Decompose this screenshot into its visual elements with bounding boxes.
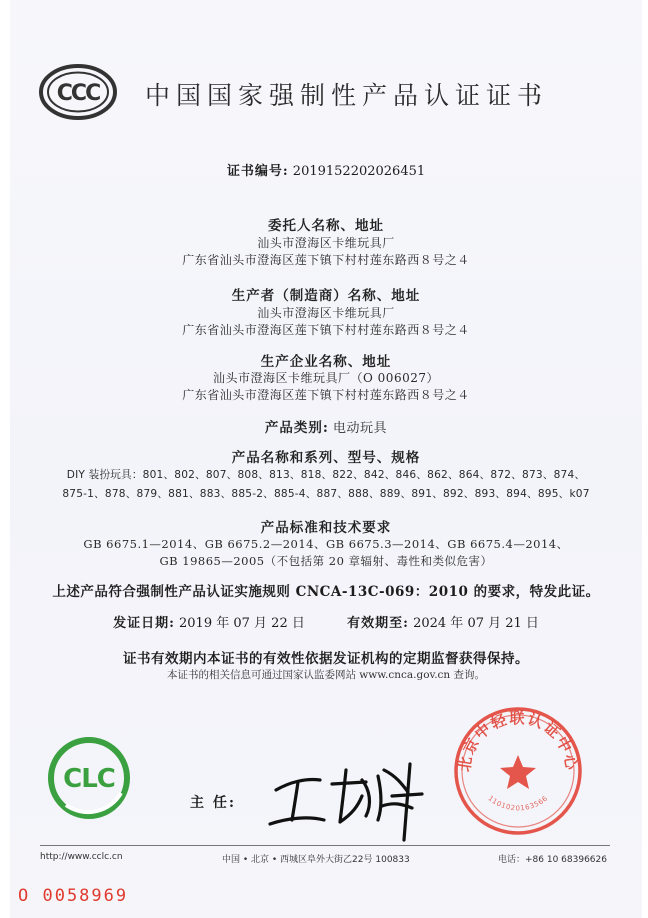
expiry-date-value: 2024 年 07 月 21 日 <box>413 616 539 631</box>
footer-website: http://www.cclc.cn <box>40 852 123 862</box>
director-signature <box>262 750 432 842</box>
certification-seal <box>452 705 584 837</box>
footer-phone: 电话：+86 10 68396626 <box>498 855 607 865</box>
svg-text:1101020163566 <box>486 794 549 812</box>
certificate-number-label: 证书编号: <box>226 164 289 179</box>
footer-address: 中国 • 北京 • 西城区阜外大街乙22号 100833 <box>222 855 410 865</box>
product-category-value: 电动玩具 <box>333 421 388 436</box>
verification-note: 本证书的相关信息可通过国家认监委网站 www.cnca.gov.cn 查询。 <box>166 669 486 681</box>
seal-number: 1101020163566 <box>486 794 550 813</box>
client-name: 汕头市澄海区卡维玩具厂 <box>257 236 395 250</box>
standards-heading: 产品标准和技术要求 <box>260 520 392 536</box>
manufacturer-heading: 生产者（制造商）名称、地址 <box>231 288 421 304</box>
seal-text: 北京中轻联认证中心 <box>455 709 581 773</box>
product-models-line-1: DIY 装扮玩具：801、802、807、808、813、818、822、842、846、862、864、872、873、874、 <box>66 469 586 481</box>
certificate-number: 2019152202026451 <box>292 164 426 179</box>
clc-logo-text: CLC <box>63 764 115 794</box>
standards-line-2: GB 19865—2005（不包括第 20 章辐射、毒性和类似危害） <box>159 554 493 568</box>
factory-name: 汕头市澄海区卡维玩具厂（O 006027） <box>213 371 439 385</box>
expiry-date-label: 有效期至: <box>347 616 409 631</box>
product-category-row <box>10 416 642 436</box>
ccc-logo-text: CCC <box>56 81 100 106</box>
product-heading: 产品名称和系列、型号、规格 <box>231 450 421 466</box>
certificate-number-row <box>10 160 642 179</box>
conformity-statement: 上述产品符合强制性产品认证实施规则 CNCA-13C-069：2010 的要求，特发此证。 <box>52 584 600 600</box>
validity-statement: 证书有效期内本证书的有效性依据发证机构的定期监督获得保持。 <box>123 651 529 667</box>
client-address: 广东省汕头市澄海区莲下镇下村村莲东路西８号之４ <box>182 253 470 267</box>
issue-date-label: 发证日期: <box>113 616 175 631</box>
certificate-serial: O 0058969 <box>18 886 129 906</box>
ccc-logo-icon <box>38 62 118 122</box>
product-category-label: 产品类别: <box>264 420 329 436</box>
factory-address: 广东省汕头市澄海区莲下镇下村村莲东路西８号之４ <box>182 388 470 402</box>
clc-logo-icon <box>46 735 132 821</box>
issue-date-value: 2019 年 07 月 22 日 <box>179 616 305 631</box>
certificate-title: 中国国家强制性产品认证证书 <box>145 81 549 110</box>
director-label: 主 任: <box>190 795 237 811</box>
footer-divider <box>40 845 610 846</box>
manufacturer-address: 广东省汕头市澄海区莲下镇下村村莲东路西８号之４ <box>182 323 470 337</box>
standards-line-1: GB 6675.1—2014、GB 6675.2—2014、GB 6675.3—2014、GB 6675.4—2014、 <box>83 537 569 551</box>
factory-heading: 生产企业名称、地址 <box>260 354 392 370</box>
client-heading: 委托人名称、地址 <box>268 218 384 234</box>
manufacturer-name: 汕头市澄海区卡维玩具厂 <box>257 306 395 320</box>
dates-row <box>10 612 642 631</box>
product-models-line-2: 875-1、878、879、881、883、885-2、885-4、887、888、889、891、892、893、894、895、k07 <box>62 488 590 500</box>
